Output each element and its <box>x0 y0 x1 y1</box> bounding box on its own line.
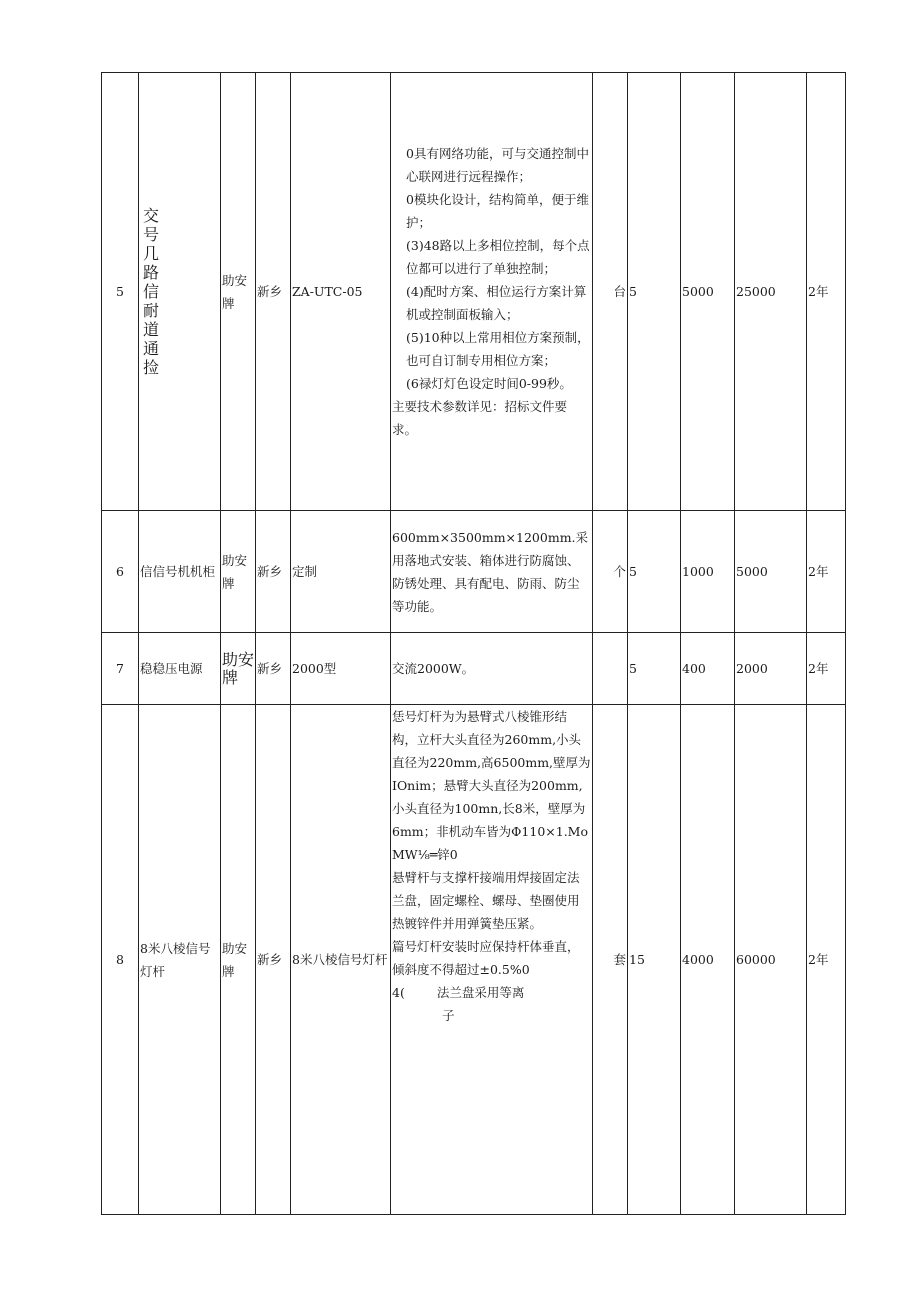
table-row <box>102 73 846 511</box>
spec-line: (6禄灯灯色设定时间0-99秒。 <box>406 376 572 391</box>
quantity: 15 <box>628 705 681 1215</box>
unit: 套 <box>593 705 628 1215</box>
spec-line: 悬臂杆与支撑杆接端用焊接固定法兰盘，固定螺栓、螺母、垫圈使用热镀锌件并用弹簧垫压紧。 <box>392 870 580 931</box>
origin: 新乡 <box>256 73 291 511</box>
model: 8米八棱信号灯杆 <box>291 705 391 1215</box>
equipment-spec-table <box>101 72 846 1215</box>
row-number: 8 <box>102 705 139 1215</box>
spec-line: 0具有网络功能，可与交通控制中心联网进行远程操作； <box>406 146 589 184</box>
item-name: 8米八棱信号灯杆 <box>139 705 221 1215</box>
warranty: 2年 <box>807 511 846 633</box>
row-number: 5 <box>102 73 139 511</box>
unit-price: 5000 <box>681 73 735 511</box>
spec-tail <box>392 981 591 1004</box>
model: 定制 <box>291 511 391 633</box>
spec-cell <box>391 633 593 705</box>
unit-price: 4000 <box>681 705 735 1215</box>
brand: 助安牌 <box>221 511 256 633</box>
brand: 助安牌 <box>222 649 255 687</box>
quantity: 5 <box>628 511 681 633</box>
spec-line: 600mm×3500mm×1200mm.采用落地式安装、箱体进行防腐蚀、防锈处理、具有配电、防雨、防尘等功能。 <box>392 529 589 614</box>
brand: 助安牌 <box>221 73 256 511</box>
origin: 新乡 <box>256 705 291 1215</box>
item-name-cell <box>139 73 221 511</box>
unit-price: 1000 <box>681 511 735 633</box>
item-name: 信信号机机柜 <box>139 511 221 633</box>
unit: 个 <box>593 511 628 633</box>
spec-cell <box>391 73 593 511</box>
spec-line: (5)10种以上常用相位方案预制，也可自订制专用相位方案； <box>406 330 590 368</box>
spec-cell <box>391 511 593 633</box>
brand-cell <box>221 633 256 705</box>
warranty: 2年 <box>807 73 846 511</box>
table-row <box>102 511 846 633</box>
row-number: 7 <box>102 633 139 705</box>
brand: 助安牌 <box>221 705 256 1215</box>
model: ZA-UTC-05 <box>291 73 391 511</box>
spec-tail-number: 4( <box>392 985 405 1000</box>
warranty: 2年 <box>807 633 846 705</box>
spec-line: (4)配时方案、相位运行方案计算机或控制面板输入； <box>406 284 587 322</box>
table-row <box>102 633 846 705</box>
row-number: 6 <box>102 511 139 633</box>
model: 2000型 <box>291 633 391 705</box>
spec-line: 交流2000W。 <box>392 661 475 676</box>
item-name: 交号几路信耐道通捡 <box>143 206 160 377</box>
spec-tail-end: 子 <box>442 1008 455 1023</box>
spec-line: 主要技术参数详见：招标文件要求。 <box>392 399 568 437</box>
total-price: 60000 <box>735 705 807 1215</box>
unit-price: 400 <box>681 633 735 705</box>
unit <box>593 633 628 705</box>
spec-cell <box>391 705 593 1215</box>
origin: 新乡 <box>256 511 291 633</box>
warranty: 2年 <box>807 705 846 1215</box>
total-price: 25000 <box>735 73 807 511</box>
spec-line: (3)48路以上多相位控制，每个点位都可以进行了单独控制； <box>406 238 590 276</box>
origin: 新乡 <box>256 633 291 705</box>
quantity: 5 <box>628 633 681 705</box>
quantity: 5 <box>628 73 681 511</box>
spec-line: 篇号灯杆安装时应保持杆体垂直，倾斜度不得超过±0.5%0 <box>392 939 580 977</box>
item-name: 稳稳压电源 <box>139 633 221 705</box>
spec-line: 0模块化设计，结构简单，便于维护； <box>406 192 589 230</box>
total-price: 5000 <box>735 511 807 633</box>
total-price: 2000 <box>735 633 807 705</box>
table-row <box>102 705 846 1215</box>
spec-tail-text: 法兰盘采用等离 <box>436 985 525 1000</box>
spec-line: 恁号灯杆为为悬臂式八棱锥形结构，立杆大头直径为260mm,小头直径为220mm,高6500mm,壁厚为IOnim；悬臂大头直径为200mm,小头直径为100mn,长8米，壁厚为6mm；非机动车皆为Φ110×1.MoMW⅛═锌0 <box>392 709 591 862</box>
unit: 台 <box>593 73 628 511</box>
